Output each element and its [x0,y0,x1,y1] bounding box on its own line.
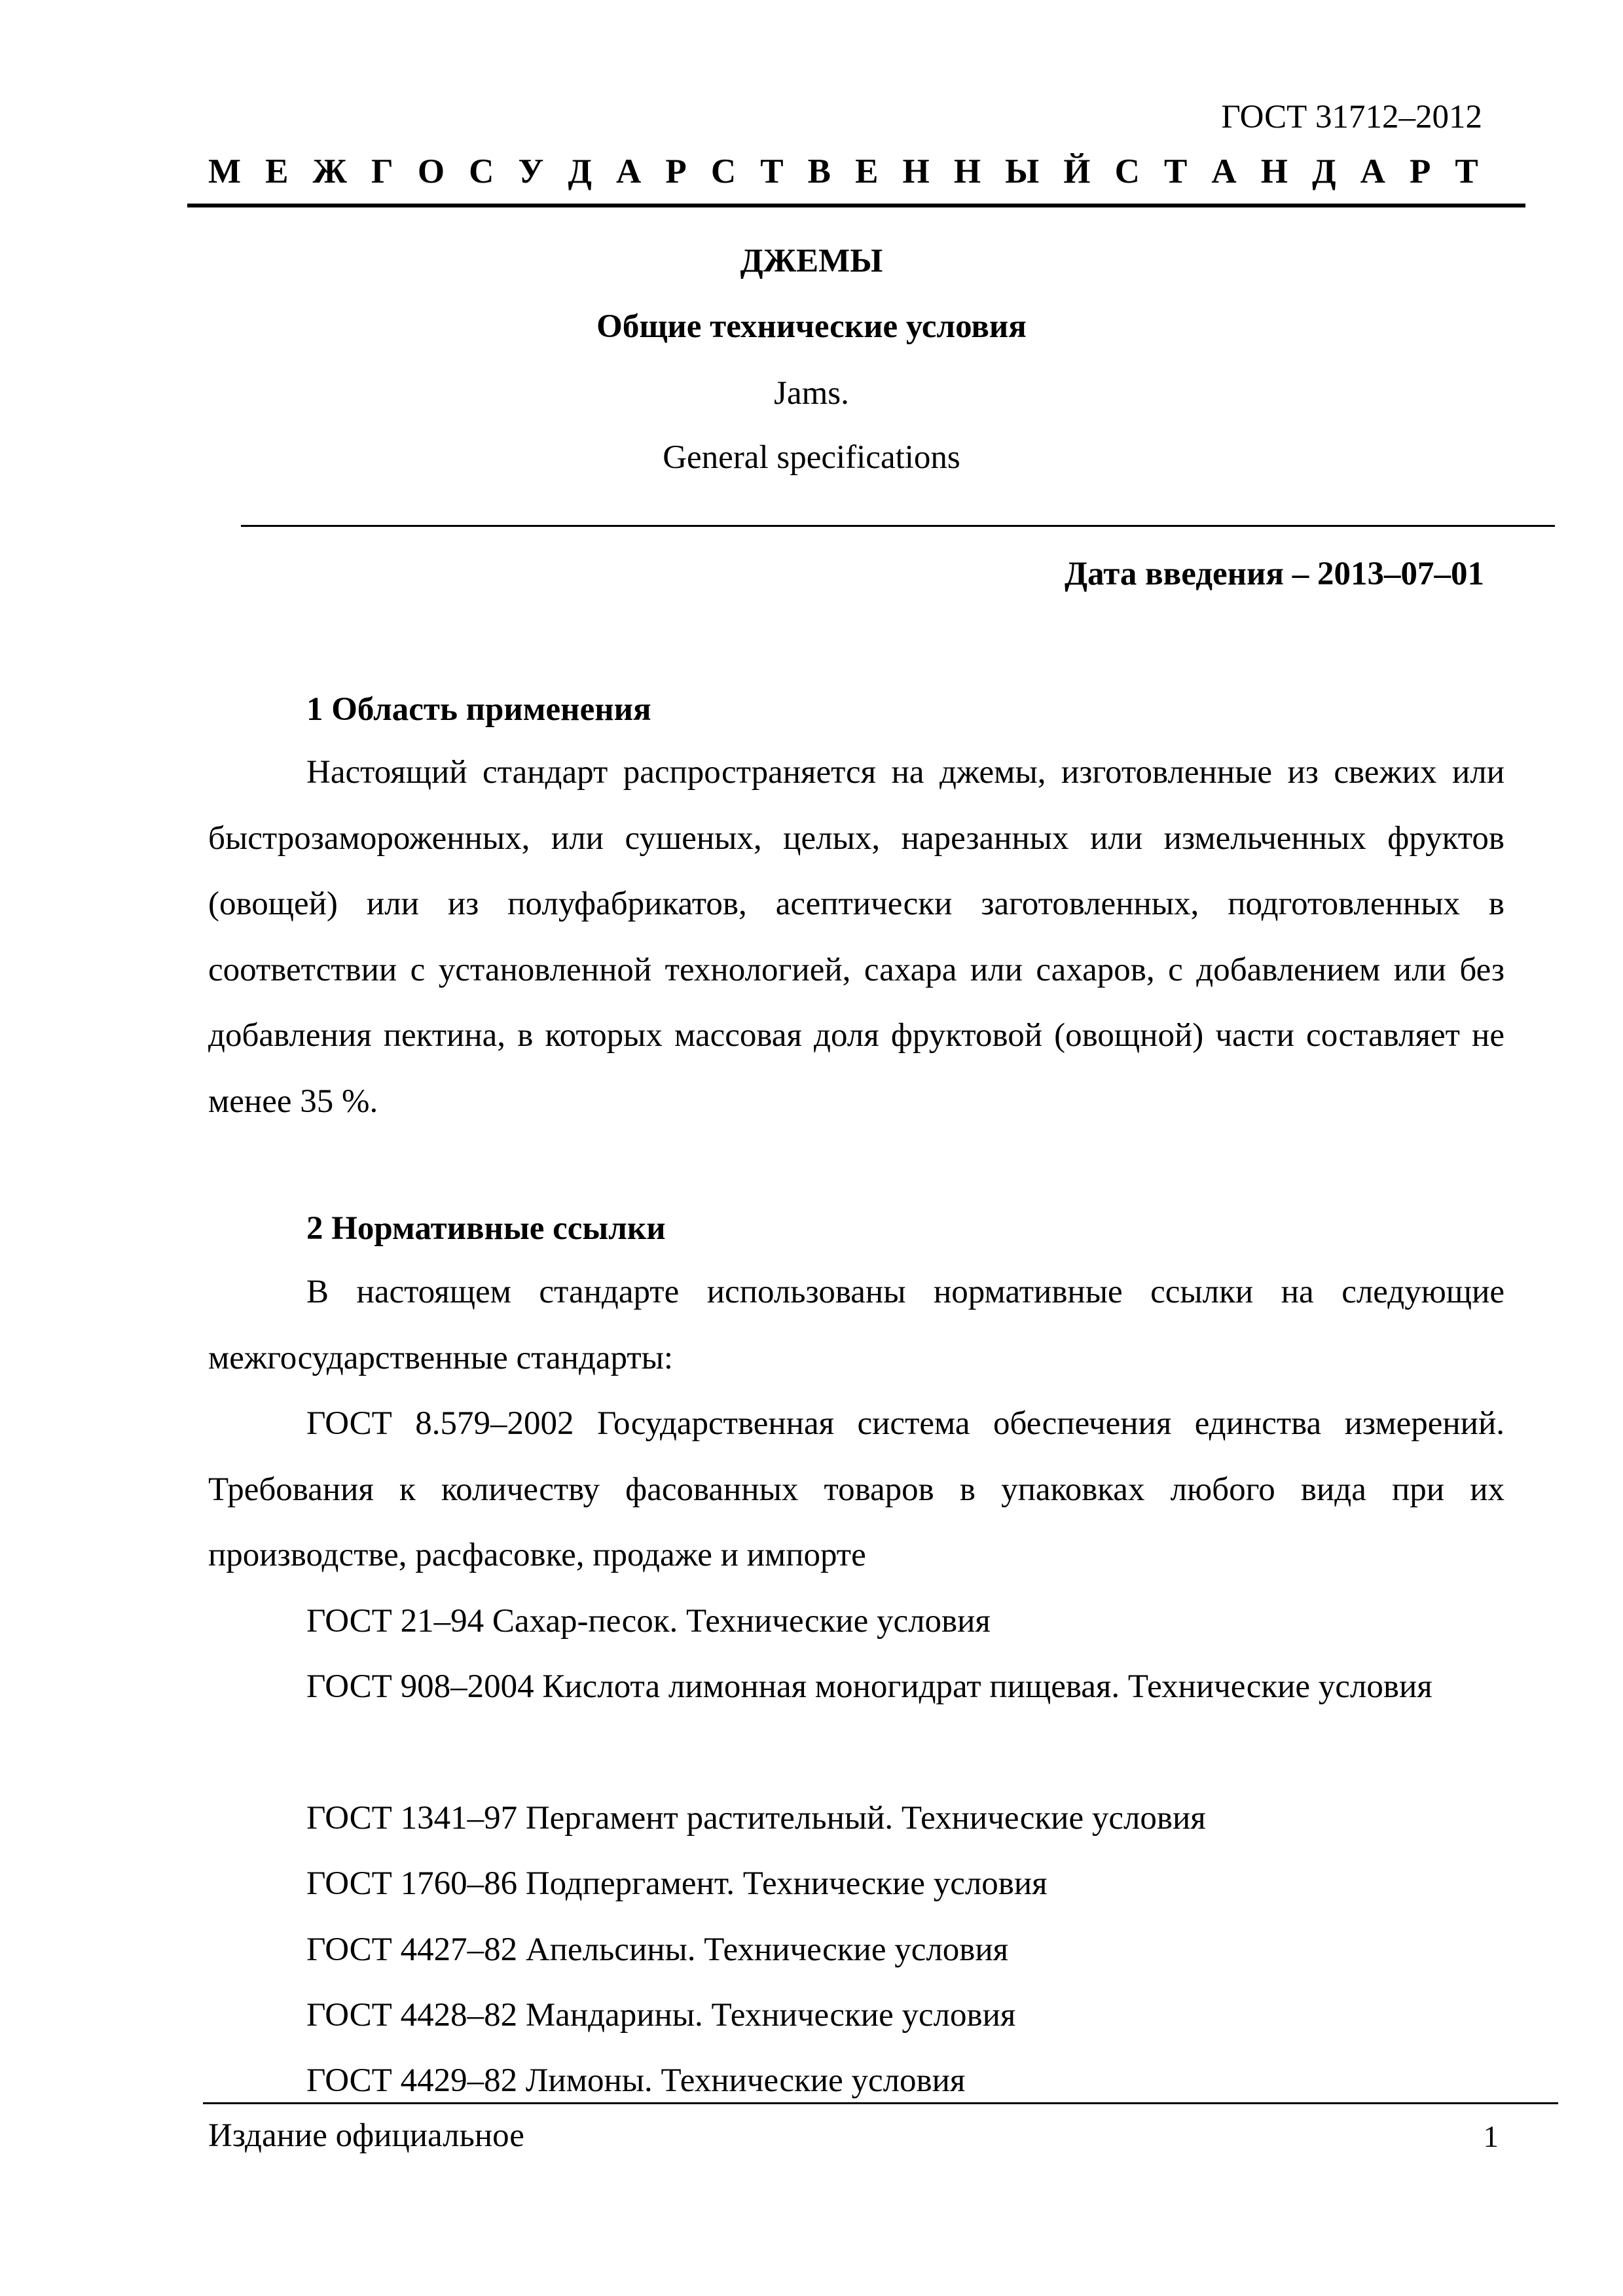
official-edition-label: Издание официальное [208,2117,524,2154]
heading-letter: Н [902,152,930,190]
reference-item: ГОСТ 4429–82 Лимоны. Технические условия [306,2062,966,2099]
intergovernmental-standard-heading [208,152,1478,191]
heading-letter: Р [1409,152,1431,190]
heading-letter: О [417,152,445,190]
heading-letter: С [1114,152,1140,190]
section-1-paragraph: Настоящий стандарт распространяется на джемы, изготовленные из свежих или быстрозамороженных, или сушеных, целых, нарезанных или измельченных фруктов (овощей) или из полуфабрикатов, асептически заготовленных, подготовленных в соответствии с установленной технологией, сахара или сахаров, с добавлением или без добавления пектина, в которых массовая доля фруктовой (овощной) части составляет не менее 35 %. [208,754,1504,1120]
heading-letter: А [616,152,642,190]
reference-item: ГОСТ 21–94 Сахар-песок. Технические условия [306,1603,991,1640]
section-1-heading: 1 Область применения [306,691,651,728]
heading-letter: Е [265,152,289,190]
heading-letter: С [710,152,737,190]
heading-letter: Т [1455,152,1478,190]
reference-item: ГОСТ 4428–82 Мандарины. Технические условия [306,1997,1016,2034]
footer-rule [203,2102,1558,2104]
heading-letter: Е [855,152,879,190]
heading-letter: М [208,152,242,190]
document-title: ДЖЕМЫ [740,243,883,279]
page-number: 1 [1483,2120,1499,2154]
heading-letter: Ж [312,152,347,190]
doc-number: ГОСТ 31712–2012 [1221,99,1482,135]
section-2-intro: В настоящем стандарте использованы нормативные ссылки на следующие межгосударственные стандарты: [208,1274,1504,1376]
heading-letter: У [518,152,544,190]
heading-letter: В [807,152,831,190]
reference-item: ГОСТ 8.579–2002 Государственная система обеспечения единства измерений. Требования к количеству фасованных товаров в упаковках любого вида при их производстве, расфасовке, продаже и импорте [208,1405,1504,1573]
heading-letter: А [1360,152,1385,190]
heading-letter: Т [1163,152,1188,190]
heading-letter: А [1211,152,1237,190]
heading-letter: Н [953,152,981,190]
header-rule [187,204,1525,207]
document-subtitle: Общие технические условия [596,308,1027,345]
heading-letter: Г [371,152,393,190]
heading-letter: Й [1063,152,1091,190]
heading-letter: Р [665,152,687,190]
introduction-date: Дата введения – 2013–07–01 [1064,556,1484,592]
english-title: Jams. [774,375,849,412]
heading-letter: Ы [1005,152,1040,190]
heading-letter: С [469,152,494,190]
heading-letter: Д [1312,152,1336,190]
reference-item: ГОСТ 1341–97 Пергамент растительный. Технические условия [306,1800,1206,1837]
heading-letter: Т [760,152,784,190]
reference-item: ГОСТ 1760–86 Подпергамент. Технические условия [306,1865,1048,1902]
heading-letter: Н [1260,152,1288,190]
reference-item: ГОСТ 4427–82 Апельсины. Технические условия [306,1931,1009,1968]
reference-item: ГОСТ 908–2004 Кислота лимонная моногидрат пищевая. Технические условия [306,1668,1432,1705]
heading-letter: Д [568,152,592,190]
title-rule [241,525,1555,527]
section-2-heading: 2 Нормативные ссылки [306,1210,666,1247]
english-subtitle: General specifications [663,439,960,476]
